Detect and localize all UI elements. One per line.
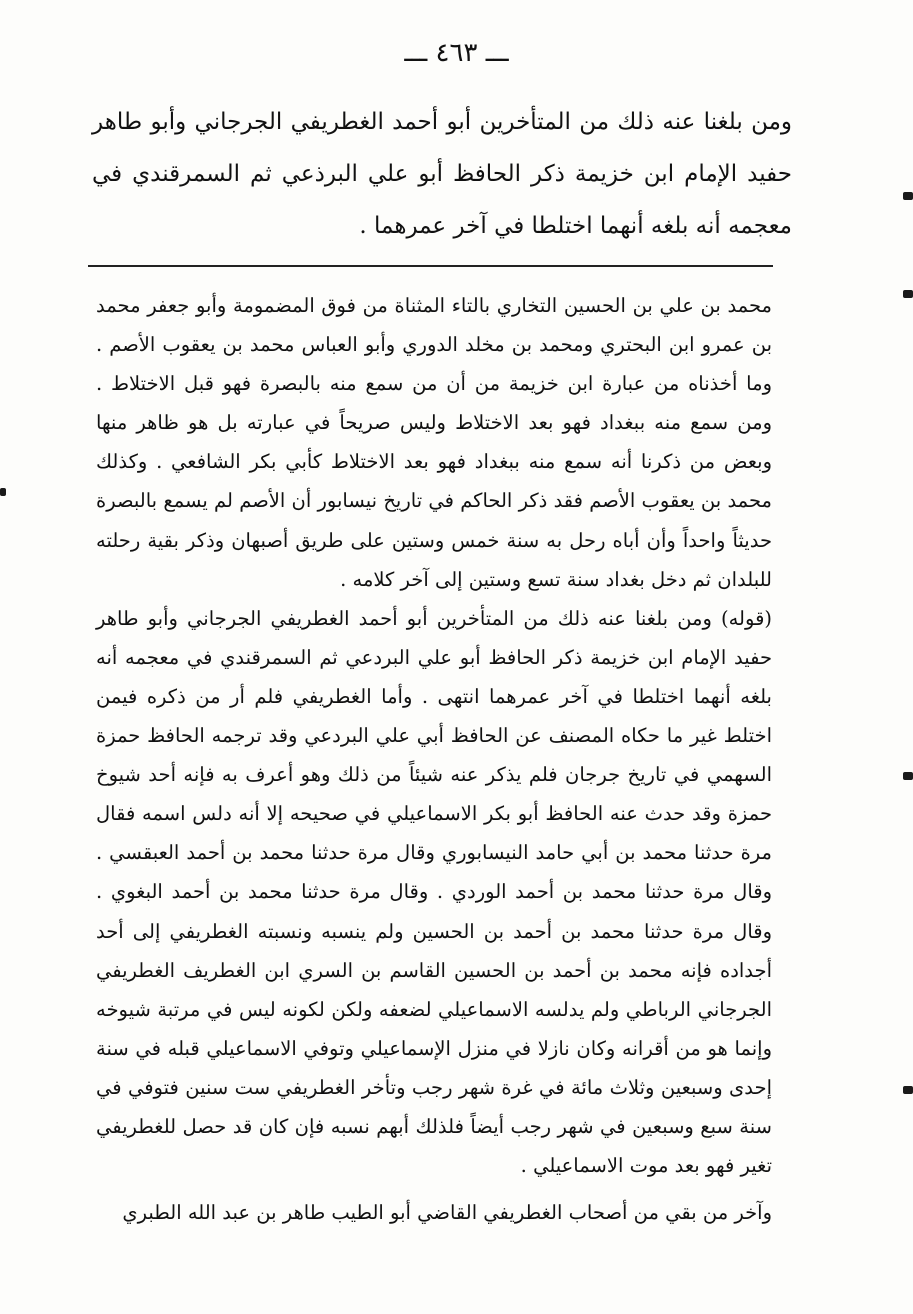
page-number: ـــ ٤٦٣ ـــ bbox=[404, 38, 509, 68]
main-text-block bbox=[92, 96, 792, 252]
commentary-paragraph-2: (قوله) ومن بلغنا عنه ذلك من المتأخرين أبو أحمد الغطريفي الجرجاني وأبو طاهر حفيد الإمام ابن خزيمة ذكر الحافظ أبو علي البردعي ثم السمرقندي في معجمه أنه بلغه أنهما اختلطا في آخر عمرهما انتهى . وأما الغطريفي فلم أر من ذكره فيمن اختلط غير ما حكاه المصنف عن الحافظ أبي علي البردعي وقد ترجمه الحافظ حمزة السهمي في تاريخ جرجان فلم يذكر عنه شيئاً من ذلك وهو أعرف به فإنه أحد شيوخ حمزة وقد حدث عنه الحافظ أبو بكر الاسماعيلي في صحيحه إلا أنه دلس اسمه فقال مرة حدثنا محمد بن أبي حامد النيسابوري وقال مرة حدثنا محمد بن أحمد العبقسي . وقال مرة حدثنا محمد بن أحمد الوردي . وقال مرة حدثنا محمد بن أحمد البغوي . وقال مرة حدثنا محمد بن أحمد بن الحسين ولم ينسبه ونسبته الغطريفي إلى أحد أجداده فإنه محمد بن أحمد بن الحسين القاسم بن السري ابن الغطريف الغطريفي الجرجاني الرباطي ولم يدلسه الاسماعيلي لضعفه ولكن لكونه ليس في مرتبة شيوخه وإنما هو من أقرانه وكان نازلا في منزل الإسماعيلي وتوفي الاسماعيلي قبله في سنة إحدى وسبعين وثلاث مائة في غرة شهر رجب وتأخر الغطريفي ست سنين فتوفي في سنة سبع وسبعين في شهر رجب أيضاً فلذلك أبهم نسبه فإن كان قد حصل للغطريفي تغير فهو بعد موت الاسماعيلي . bbox=[96, 606, 772, 1178]
scan-margin-mark bbox=[903, 1086, 913, 1094]
commentary-block bbox=[96, 286, 772, 1232]
commentary-paragraph-3: وآخر من بقي من أصحاب الغطريفي القاضي أبو الطيب طاهر بن عبد الله الطبري bbox=[122, 1201, 772, 1225]
main-paragraph: ومن بلغنا عنه ذلك من المتأخرين أبو أحمد الغطريفي الجرجاني وأبو طاهر حفيد الإمام ابن خزيمة ذكر الحافظ أبو علي البرذعي ثم السمرقندي في معجمه أنه بلغه أنهما اختلطا في آخر عمرهما . bbox=[92, 109, 792, 239]
footnote-divider bbox=[88, 265, 773, 267]
scan-margin-mark bbox=[0, 488, 6, 496]
commentary-paragraph-1: محمد بن علي بن الحسين التخاري بالتاء المثناة من فوق المضمومة وأبو جعفر محمد بن عمرو ابن البحتري ومحمد بن مخلد الدوري وأبو العباس محمد بن يعقوب الأصم . وما أخذناه من عبارة ابن خزيمة من أن من سمع منه بالبصرة فهو قبل الاختلاط . ومن سمع منه ببغداد فهو بعد الاختلاط وليس صريحاً في عبارته بل هو ظاهر منها وبعض من ذكرنا أنه سمع منه ببغداد فهو بعد الاختلاط كأبي بكر الشافعي . وكذلك محمد بن يعقوب الأصم فقد ذكر الحاكم في تاريخ نيسابور أن الأصم لم يسمع بالبصرة حديثاً واحداً وأن أباه رحل به سنة خمس وستين على طريق أصبهان وذكر بقية رحلته للبلدان ثم دخل بغداد سنة تسع وستين إلى آخر كلامه . bbox=[96, 294, 772, 591]
scan-margin-mark bbox=[903, 290, 913, 298]
scan-margin-mark bbox=[903, 772, 913, 780]
scan-margin-mark bbox=[903, 192, 913, 200]
